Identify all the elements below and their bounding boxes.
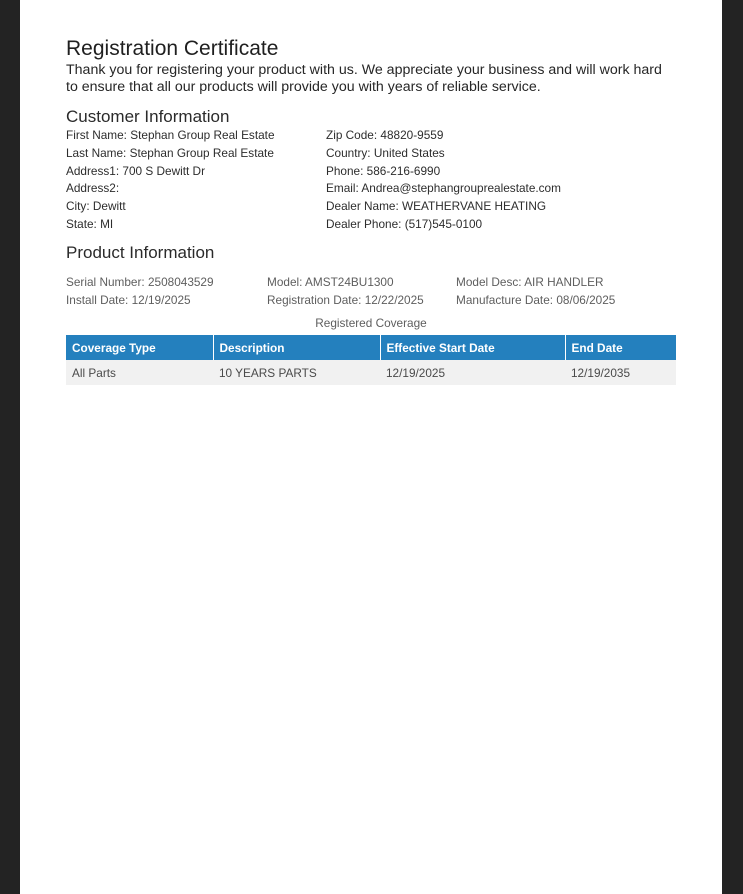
model-desc: Model Desc: AIR HANDLER — [456, 275, 604, 289]
customer-info-right — [326, 127, 561, 234]
registration-date: Registration Date: 12/22/2025 — [267, 293, 424, 307]
coverage-table — [66, 335, 676, 385]
table-row — [66, 360, 676, 385]
certificate-page — [20, 0, 722, 894]
page-title: Registration Certificate — [66, 37, 279, 60]
dealer-name: Dealer Name: WEATHERVANE HEATING — [326, 199, 547, 214]
column-header-coverage-type: Coverage Type — [66, 335, 213, 360]
address1: Address1: 700 S Dewitt Dr — [66, 163, 205, 178]
phone: Phone: 586-216-6990 — [326, 163, 441, 178]
effective-start-date-cell: 12/19/2025 — [380, 360, 565, 385]
column-header-effective-start-date: Effective Start Date — [380, 335, 565, 360]
intro-paragraph: Thank you for registering your product with us. We appreciate your business and will work hard to ensure that all our products will provide you with years of reliable service. — [66, 62, 662, 95]
table-header-row — [66, 335, 676, 360]
coverage-type-cell: All Parts — [66, 360, 213, 385]
country: Country: United States — [326, 145, 445, 160]
first-name: First Name: Stephan Group Real Estate — [66, 128, 275, 142]
install-date: Install Date: 12/19/2025 — [66, 293, 191, 307]
customer-info-left — [66, 127, 275, 234]
serial-number: Serial Number: 2508043529 — [66, 275, 214, 289]
column-header-description: Description — [213, 335, 380, 360]
model: Model: AMST24BU1300 — [267, 275, 394, 289]
manufacture-date: Manufacture Date: 08/06/2025 — [456, 293, 616, 307]
address2: Address2: — [66, 181, 120, 196]
end-date-cell: 12/19/2035 — [565, 360, 676, 385]
state: State: MI — [66, 216, 114, 231]
last-name: Last Name: Stephan Group Real Estate — [66, 145, 274, 160]
column-header-end-date: End Date — [565, 335, 676, 360]
coverage-caption: Registered Coverage — [315, 316, 427, 330]
description-cell: 10 YEARS PARTS — [213, 360, 380, 385]
product-info-heading: Product Information — [66, 243, 215, 262]
email: Email: Andrea@stephangrouprealestate.com — [326, 181, 561, 196]
zip-code: Zip Code: 48820-9559 — [326, 128, 444, 142]
dealer-phone: Dealer Phone: (517)545-0100 — [326, 216, 483, 231]
customer-info-heading: Customer Information — [66, 107, 230, 126]
city: City: Dewitt — [66, 199, 126, 214]
